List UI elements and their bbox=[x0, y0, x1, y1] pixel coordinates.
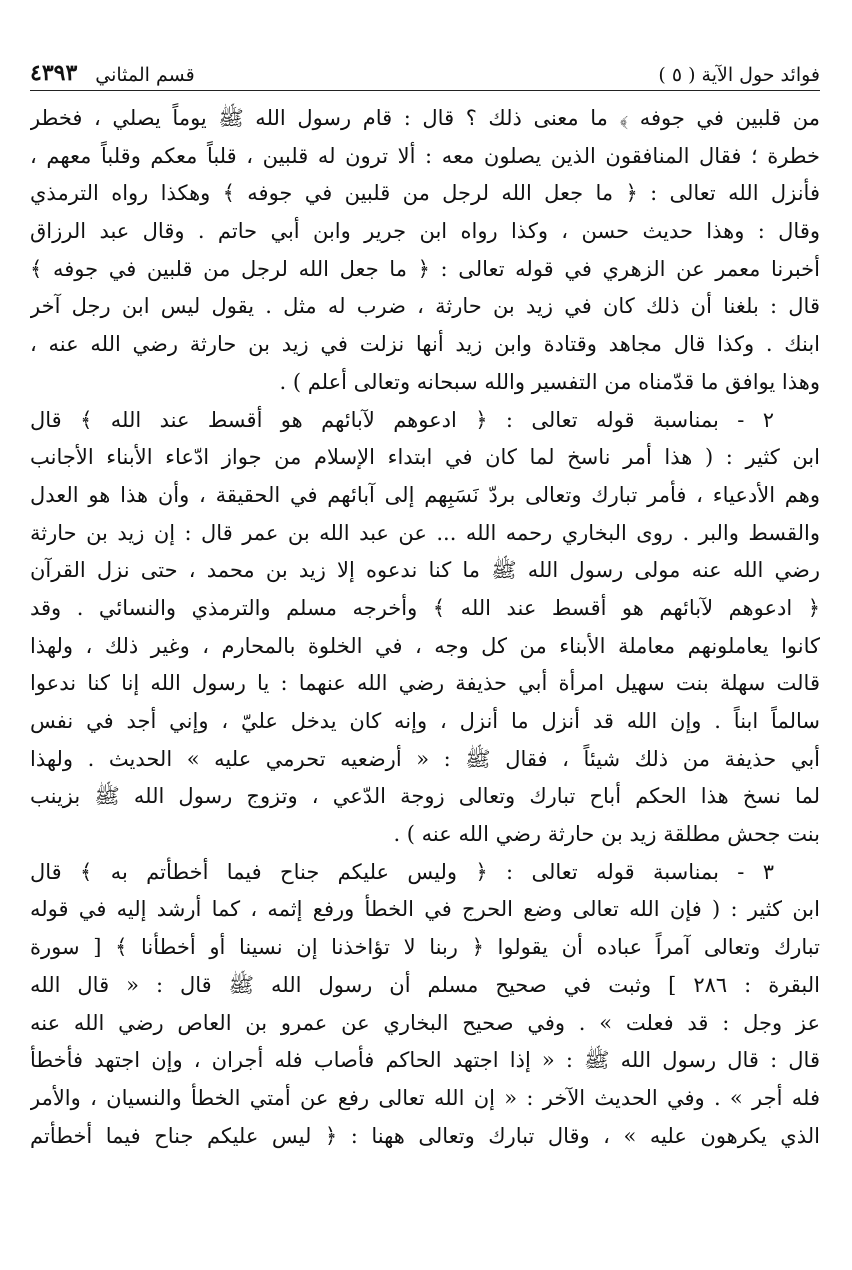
text-line: أخبرنا معمر عن الزهري في قوله تعالى : ﴿ ما جعل الله لرجل من قلبين في جوفه ﴾ bbox=[30, 256, 820, 281]
header-left bbox=[30, 60, 195, 86]
text-line: عز وجل : قد فعلت » . وفي صحيح البخاري عن عمرو بن العاص رضي الله عنه bbox=[30, 1010, 820, 1035]
page-body-text bbox=[30, 100, 820, 1155]
text-line: ابن كثير : ( فإن الله تعالى وضع الحرج في الخطأ ورفع إثمه ، كما أرشد إليه في قوله bbox=[30, 897, 820, 922]
text-line: قال : قال رسول الله ﷺ : « إذا اجتهد الحاكم فأصاب فله أجران ، وإن اجتهد فأخطأ bbox=[30, 1048, 820, 1073]
running-header bbox=[30, 48, 820, 86]
text-line: أبي حذيفة من ذلك شيئاً ، فقال ﷺ : « أرضعيه تحرمي عليه » الحديث . ولهذا bbox=[30, 746, 820, 771]
text-line: خطرة ؛ فقال المنافقون الذين يصلون معه : ألا ترون له قلبين ، قلباً معكم وقلباً معهم ، bbox=[30, 143, 820, 168]
text-line: سالماً ابناً . وإن الله قد أنزل ما أنزل ، وإنه كان يدخل عليّ ، وإني أجد في نفس bbox=[30, 709, 820, 733]
text-line: وقال : وهذا حديث حسن ، وكذا رواه ابن جرير وابن أبي حاتم . وقال عبد الرزاق bbox=[30, 219, 820, 244]
text-line: وهم الأدعياء ، فأمر تبارك وتعالى بردّ نَسَبِهم إلى آبائهم في الحقيقة ، وأن هذا هو العدل bbox=[30, 482, 820, 507]
text-line: ٢ - بمناسبة قوله تعالى : ﴿ ادعوهم لآبائهم هو أقسط عند الله ﴾ قال bbox=[30, 407, 774, 432]
text-line: وهذا يوافق ما قدّمناه من التفسير والله سبحانه وتعالى أعلم ) . bbox=[279, 369, 820, 394]
text-line: تبارك وتعالى آمراً عباده أن يقولوا ﴿ ربنا لا تؤاخذنا إن نسينا أو أخطأنا ﴾ [ سورة bbox=[30, 935, 820, 960]
text-line: قالت سهلة بنت سهيل امرأة أبي حذيفة رضي الله عنهما : يا رسول الله إنا كنا ندعوا bbox=[30, 671, 820, 696]
text-line: الذي يكرهون عليه » ، وقال تبارك وتعالى ههنا : ﴿ ليس عليكم جناح فيما أخطأتم bbox=[30, 1123, 820, 1148]
text-line: ابن كثير : ( هذا أمر ناسخ لما كان في ابتداء الإسلام من جواز ادّعاء الأبناء الأجانب bbox=[30, 445, 820, 470]
section-name: قسم المثاني bbox=[95, 64, 195, 86]
text-line: بنت جحش مطلقة زيد بن حارثة رضي الله عنه ) . bbox=[393, 822, 820, 847]
text-line: ابنك . وكذا قال مجاهد وقتادة وابن زيد أنها نزلت في زيد بن حارثة رضي الله عنه ، bbox=[30, 332, 820, 357]
page-number: ٤٣٩٣ bbox=[30, 60, 78, 86]
header-rule bbox=[30, 90, 820, 91]
text-line: فله أجر » . وفي الحديث الآخر : « إن الله تعالى رفع عن أمتي الخطأ والنسيان ، والأمر bbox=[30, 1085, 820, 1110]
text-line: كانوا يعاملونهم معاملة الأبناء من كل وجه ، في الخلوة بالمحارم ، وغير ذلك ، ولهذا bbox=[30, 633, 820, 658]
text-line: ٣ - بمناسبة قوله تعالى : ﴿ وليس عليكم جناح فيما أخطأتم به ﴾ قال bbox=[30, 859, 774, 884]
text-line: فأنزل الله تعالى : ﴿ ما جعل الله لرجل من قلبين في جوفه ﴾ وهكذا رواه الترمذي bbox=[30, 181, 820, 206]
text-line: قال : بلغنا أن ذلك كان في زيد بن حارثة ، ضرب له مثل . يقول ليس ابن رجل آخر bbox=[30, 294, 820, 319]
text-line: رضي الله عنه مولى رسول الله ﷺ ما كنا ندعوه إلا زيد بن محمد ، حتى نزل القرآن bbox=[30, 558, 820, 583]
text-line: من قلبين في جوفه ﴾ ما معنى ذلك ؟ قال : قام رسول الله ﷺ يوماً يصلي ، فخطر bbox=[30, 106, 820, 130]
text-line: والقسط والبر . روى البخاري رحمه الله ... عن عبد الله بن عمر قال : إن زيد بن حارثة bbox=[30, 520, 820, 545]
text-line: لما نسخ هذا الحكم أباح تبارك وتعالى زوجة الدّعي ، وتزوج رسول الله ﷺ بزينب bbox=[30, 784, 820, 809]
chapter-title: فوائد حول الآية ( ٥ ) bbox=[658, 64, 820, 86]
text-line: البقرة : ٢٨٦ ] وثبت في صحيح مسلم أن رسول الله ﷺ قال : « قال الله bbox=[30, 972, 820, 997]
text-line: ﴿ ادعوهم لآبائهم هو أقسط عند الله ﴾ وأخرجه مسلم والترمذي والنسائي . وقد bbox=[30, 595, 820, 620]
